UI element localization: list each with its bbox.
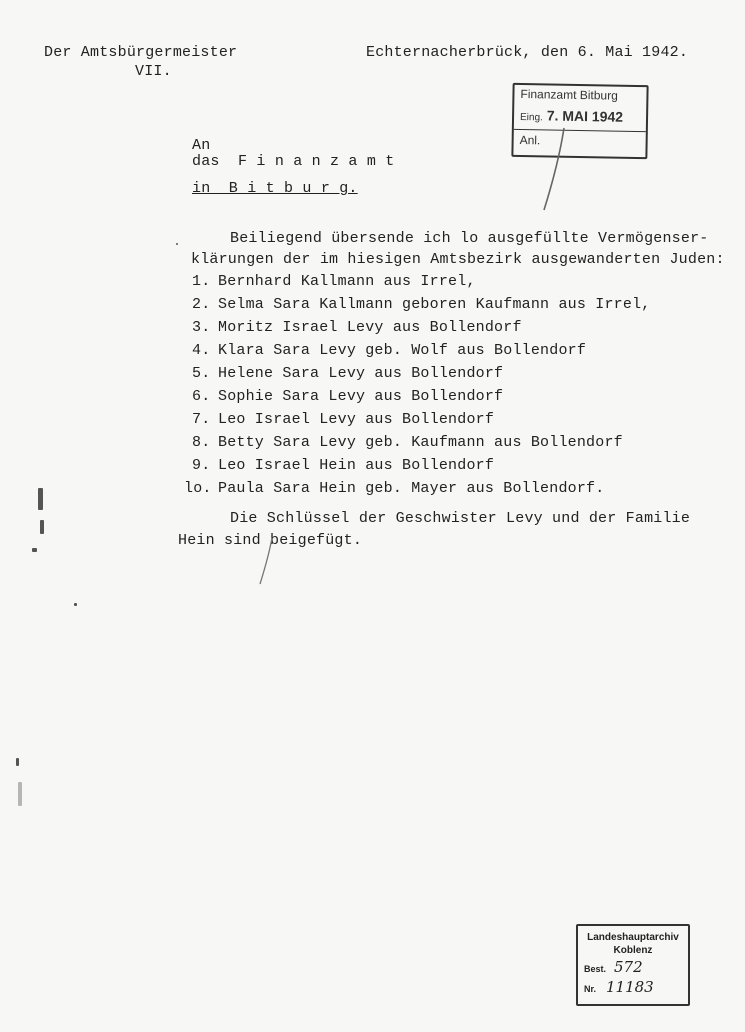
sender-line-2: VII. xyxy=(135,63,172,80)
list-item-number: lo. xyxy=(184,480,212,497)
scan-speck xyxy=(40,520,44,534)
list-item-text: Bernhard Kallmann aus Irrel, xyxy=(218,273,476,290)
list-item-text: Sophie Sara Levy aus Bollendorf xyxy=(218,388,504,405)
list-item-number: 5. xyxy=(192,365,211,382)
list-item-number: 4. xyxy=(192,342,211,359)
archive-stamp-city: Koblenz xyxy=(613,945,653,956)
closing-line-2: Hein sind beigefügt. xyxy=(178,532,363,549)
list-item-number: 8. xyxy=(192,434,211,451)
archive-stamp xyxy=(576,924,690,1006)
entry-stamp-office: Finanzamt Bitburg xyxy=(520,86,618,103)
scan-speck xyxy=(38,488,43,510)
list-item-text: Moritz Israel Levy aus Bollendorf xyxy=(218,319,522,336)
pen-stroke-mark xyxy=(520,126,580,212)
scan-speck xyxy=(176,243,178,245)
list-item-number: 6. xyxy=(192,388,211,405)
list-item-number: 2. xyxy=(192,296,211,313)
list-item-number: 9. xyxy=(192,457,211,474)
list-item-text: Selma Sara Kallmann geboren Kaufmann aus Irrel, xyxy=(218,296,651,313)
pen-stroke-mark xyxy=(256,536,276,586)
list-item-text: Paula Sara Hein geb. Mayer aus Bollendorf. xyxy=(218,480,605,497)
archive-stamp-name: Landeshauptarchiv xyxy=(587,932,679,943)
list-item-text: Leo Israel Hein aus Bollendorf xyxy=(218,457,495,474)
list-item-text: Helene Sara Levy aus Bollendorf xyxy=(218,365,504,382)
scan-speck xyxy=(18,782,22,806)
scan-speck xyxy=(74,603,77,606)
recipient-line-1: An xyxy=(192,137,211,154)
intro-line-2: klärungen der im hiesigen Amtsbezirk ausgewanderten Juden: xyxy=(191,251,725,268)
list-item-text: Leo Israel Levy aus Bollendorf xyxy=(218,411,495,428)
list-item-number: 7. xyxy=(192,411,211,428)
entry-stamp-enclosure-label: Anl. xyxy=(519,132,541,148)
archive-stamp-best-label: Best. xyxy=(584,964,607,974)
scan-speck xyxy=(32,548,37,552)
archive-stamp-nr-label: Nr. xyxy=(584,984,597,994)
entry-stamp-received-label: Eing. xyxy=(519,111,543,124)
scan-speck xyxy=(16,758,19,766)
archive-stamp-nr-value: 11183 xyxy=(606,978,654,996)
list-item-text: Betty Sara Levy geb. Kaufmann aus Bollendorf xyxy=(218,434,623,451)
list-item-text: Klara Sara Levy geb. Wolf aus Bollendorf xyxy=(218,342,587,359)
entry-stamp-date-row xyxy=(520,107,623,125)
sender-line-1: Der Amtsbürgermeister xyxy=(44,44,238,61)
closing-line-1: Die Schlüssel der Geschwister Levy und der Familie xyxy=(230,510,691,527)
intro-line-1: Beiliegend übersende ich lo ausgefüllte Vermögenser- xyxy=(230,230,709,247)
list-item-number: 1. xyxy=(192,273,211,290)
recipient-line-2: das F i n a n z a m t xyxy=(192,153,395,170)
archive-stamp-best-value: 572 xyxy=(614,958,643,976)
entry-stamp-date: 7. MAI 1942 xyxy=(546,107,624,125)
list-item-number: 3. xyxy=(192,319,211,336)
recipient-line-3: in B i t b u r g. xyxy=(192,180,358,197)
place-date: Echternacherbrück, den 6. Mai 1942. xyxy=(366,44,689,61)
